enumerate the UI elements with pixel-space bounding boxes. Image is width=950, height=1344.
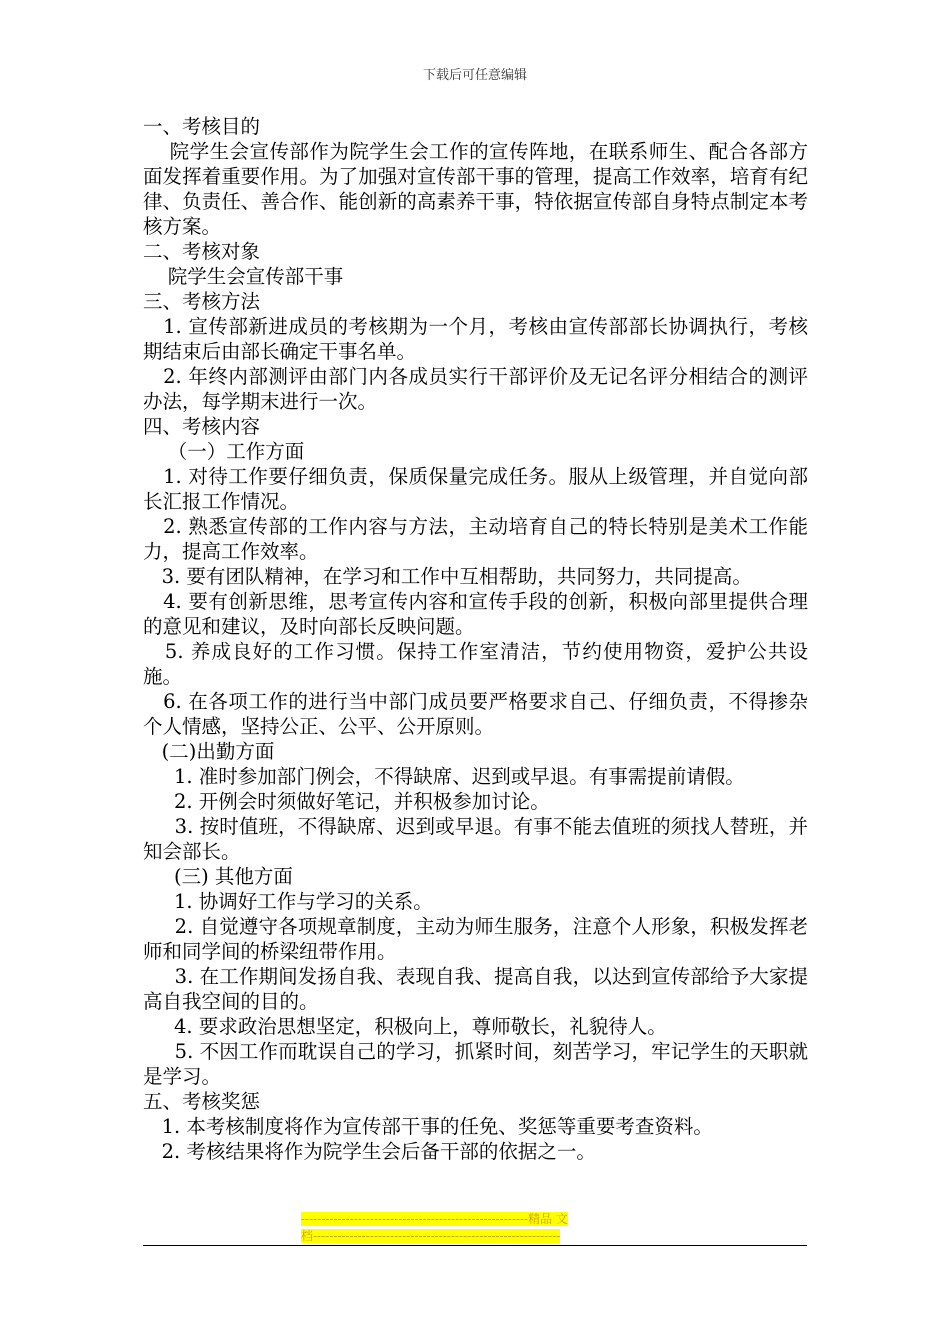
section-heading-4: 四、考核内容 [143, 415, 261, 438]
footer-line-2: 档------------------------------------------------------------- [301, 1229, 561, 1243]
list-item: 4. 要求政治思想坚定，积极向上，尊师敬长，礼貌待人。 [143, 1015, 667, 1038]
list-item: 5. 养成良好的工作习惯。保持工作室清洁，节约使用物资，爱护公共设施。 [143, 640, 808, 688]
list-item: 2. 熟悉宣传部的工作内容与方法，主动培育自己的特长特别是美术工作能力，提高工作效率。 [143, 515, 808, 563]
section-heading-2: 二、考核对象 [143, 240, 261, 263]
list-item: 2. 自觉遵守各项规章制度，主动为师生服务，注意个人形象，积极发挥老师和同学间的桥梁纽带作用。 [143, 915, 808, 963]
footer-line-1: --------------------------------------------------------精品 文 [301, 1212, 568, 1226]
footer-watermark [301, 1211, 649, 1245]
list-item: 1. 宣传部新进成员的考核期为一个月，考核由宣传部部长协调执行，考核期结束后由部长确定干事名单。 [143, 315, 808, 363]
document-body [143, 114, 808, 1164]
paragraph: 院学生会宣传部作为院学生会工作的宣传阵地，在联系师生、配合各部方面发挥着重要作用。为了加强对宣传部干事的管理，提高工作效率，培育有纪律、负责任、善合作、能创新的高素养干事，特依据宣传部自身特点制定本考核方案。 [143, 140, 808, 238]
list-item: 4. 要有创新思维，思考宣传内容和宣传手段的创新，积极向部里提供合理的意见和建议，及时向部长反映问题。 [143, 590, 808, 638]
list-item: 1. 协调好工作与学习的关系。 [143, 890, 433, 913]
footer-divider [143, 1245, 807, 1246]
paragraph: 院学生会宣传部干事 [143, 265, 344, 288]
list-item: 3. 在工作期间发扬自我、表现自我、提高自我，以达到宣传部给予大家提高自我空间的目的。 [143, 965, 808, 1013]
list-item: 1. 对待工作要仔细负责，保质保量完成任务。服从上级管理，并自觉向部长汇报工作情况。 [143, 465, 808, 513]
list-item: 2. 年终内部测评由部门内各成员实行干部评价及无记名评分相结合的测评办法，每学期末进行一次。 [143, 365, 808, 413]
list-item: 3. 要有团队精神，在学习和工作中互相帮助，共同努力，共同提高。 [143, 565, 752, 588]
list-item: 1. 本考核制度将作为宣传部干事的任免、奖惩等重要考查资料。 [143, 1115, 713, 1138]
subsection-heading: (二)出勤方面 [143, 740, 275, 763]
list-item: 5. 不因工作而耽误自己的学习，抓紧时间，刻苦学习，牢记学生的天职就是学习。 [143, 1040, 808, 1088]
subsection-heading: (三) 其他方面 [143, 865, 293, 888]
list-item: 3. 按时值班，不得缺席、迟到或早退。有事不能去值班的须找人替班，并知会部长。 [143, 815, 808, 863]
subsection-heading: （一）工作方面 [143, 440, 305, 463]
list-item: 2. 开例会时须做好笔记，并积极参加讨论。 [143, 790, 550, 813]
section-heading-3: 三、考核方法 [143, 290, 261, 313]
list-item: 1. 准时参加部门例会，不得缺席、迟到或早退。有事需提前请假。 [143, 765, 745, 788]
page-header: 下载后可任意编辑 [422, 68, 527, 83]
section-heading-5: 五、考核奖惩 [143, 1090, 261, 1113]
list-item: 2. 考核结果将作为院学生会后备干部的依据之一。 [143, 1140, 596, 1163]
section-heading-1: 一、考核目的 [143, 115, 261, 138]
list-item: 6. 在各项工作的进行当中部门成员要严格要求自己、仔细负责，不得掺杂个人情感，坚持公正、公平、公开原则。 [143, 690, 808, 738]
